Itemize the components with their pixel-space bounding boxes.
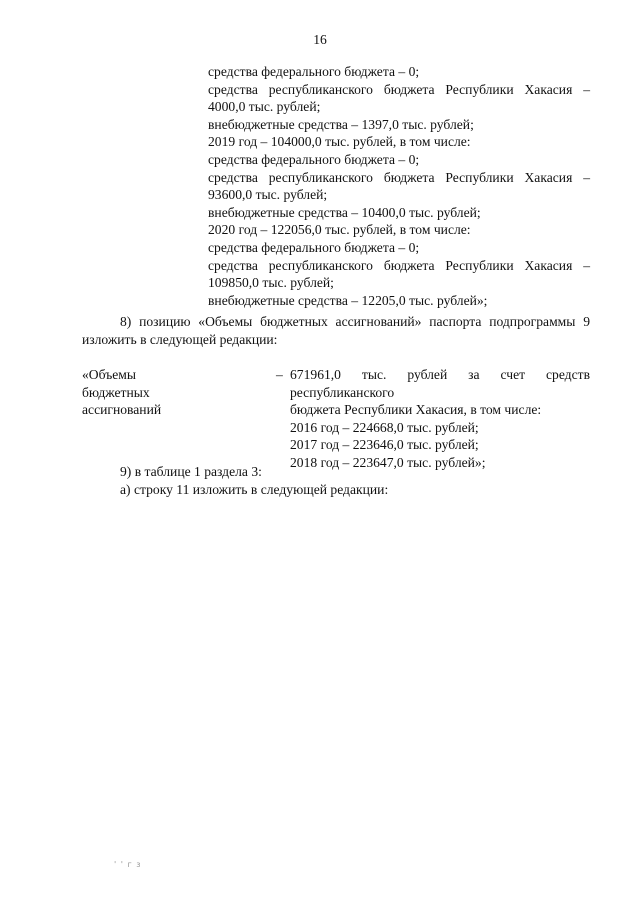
funding-line: средства республиканского бюджета Республики Хакасия –: [208, 257, 590, 273]
item-9-line-2: а) строку 11 изложить в следующей редакции:: [120, 481, 389, 497]
label-line: «Объемы: [82, 367, 136, 382]
label-dash: –: [276, 367, 283, 382]
page-number: 16: [313, 32, 327, 47]
amendment-item-9: [120, 463, 590, 498]
item-9-line-1: 9) в таблице 1 раздела 3:: [120, 464, 262, 479]
content-line: 2018 год – 223647,0 тыс. рублей»;: [290, 454, 486, 470]
funding-line: средства республиканского бюджета Республики Хакасия –: [208, 169, 590, 185]
funding-line: средства федерального бюджета – 0;: [208, 239, 420, 255]
passport-content: [290, 366, 590, 472]
scan-mark: ' ' г з: [114, 860, 142, 869]
funding-line: внебюджетные средства – 10400,0 тыс. рублей;: [208, 204, 481, 220]
content-line: бюджета Республики Хакасия, в том числе:: [290, 402, 542, 418]
funding-line: 4000,0 тыс. рублей;: [208, 99, 321, 115]
funding-line: внебюджетные средства – 1397,0 тыс. рублей;: [208, 116, 474, 132]
passport-label: [82, 366, 192, 419]
content-line: 671961,0 тыс. рублей за счет средств республиканского: [290, 367, 590, 400]
funding-line: средства федерального бюджета – 0;: [208, 64, 420, 79]
funding-line: средства республиканского бюджета Республики Хакасия –: [208, 81, 590, 97]
funding-line: 2019 год – 104000,0 тыс. рублей, в том числе:: [208, 134, 471, 150]
funding-line: средства федерального бюджета – 0;: [208, 151, 420, 167]
funding-line: 93600,0 тыс. рублей;: [208, 187, 328, 203]
funding-line: 109850,0 тыс. рублей;: [208, 275, 334, 291]
funding-breakdown: [208, 63, 590, 309]
label-line: ассигнований: [82, 402, 162, 418]
passport-budget-row: [82, 366, 590, 470]
content-line: 2017 год – 223646,0 тыс. рублей;: [290, 437, 479, 453]
funding-line: 2020 год – 122056,0 тыс. рублей, в том числе:: [208, 222, 471, 238]
content-line: 2016 год – 224668,0 тыс. рублей;: [290, 419, 479, 435]
item-8-line-2: изложить в следующей редакции:: [82, 331, 278, 347]
funding-line: внебюджетные средства – 12205,0 тыс. рублей»;: [208, 292, 488, 308]
label-line: бюджетных: [82, 384, 150, 400]
amendment-item-8: [82, 313, 590, 348]
item-8-line-1: 8) позицию «Объемы бюджетных ассигнований» паспорта подпрограммы 9: [120, 314, 590, 329]
